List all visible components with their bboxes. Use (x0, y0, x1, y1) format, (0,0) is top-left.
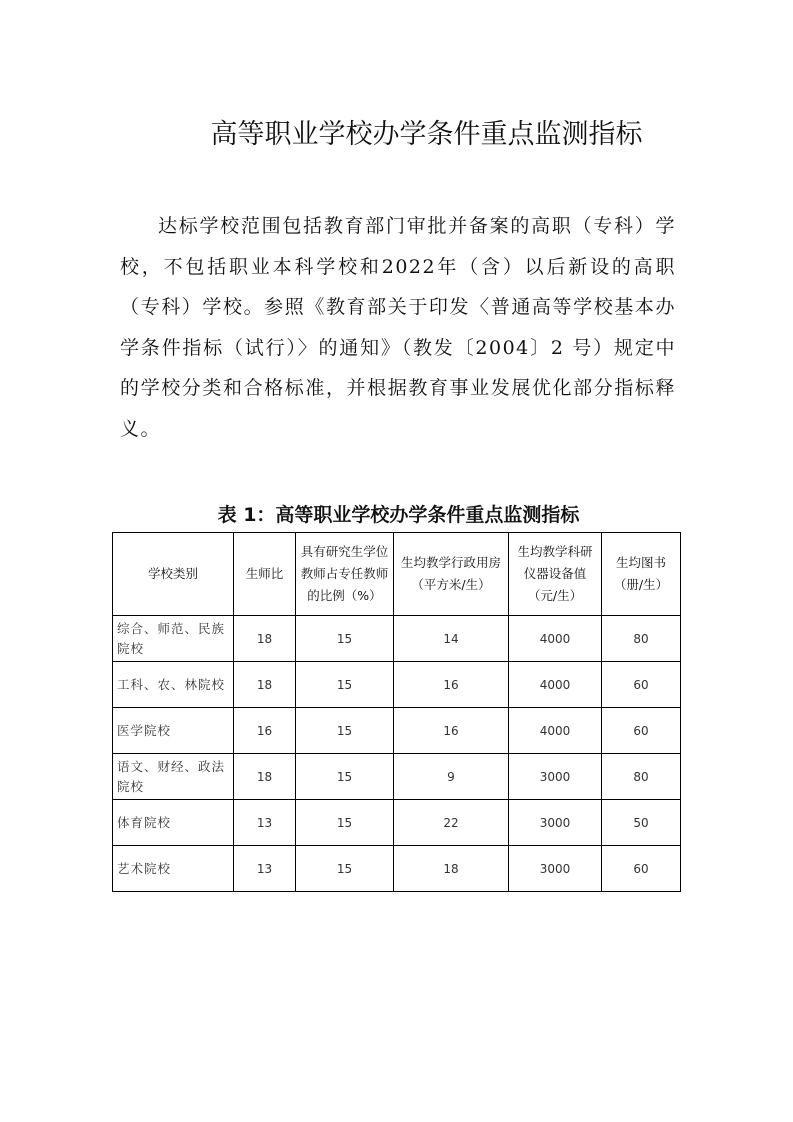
header-admin-space-per-student: 生均教学行政用房（平方米/生） (394, 533, 509, 616)
cell-books-per-student: 60 (602, 708, 681, 754)
cell-books-per-student: 80 (602, 616, 681, 662)
cell-school-category: 语文、财经、政法院校 (113, 754, 234, 800)
intro-paragraph: 达标学校范围包括教育部门审批并备案的高职（专科）学校，不包括职业本科学校和2022年（含）以后新设的高职（专科）学校。参照《教育部关于印发〈普通高等学校基本办学条件指标（试行）〉的通知》（教发〔2004〕2 号）规定中的学校分类和合格标准，并根据教育事业发展优化部分指标释义。 (120, 215, 676, 440)
cell-equipment-value-per-student: 3000 (509, 846, 602, 892)
table-row (113, 754, 681, 800)
cell-student-teacher-ratio: 16 (234, 708, 296, 754)
document-title: 高等职业学校办学条件重点监测指标 (210, 119, 643, 150)
cell-school-category: 医学院校 (113, 708, 234, 754)
cell-books-per-student: 60 (602, 662, 681, 708)
cell-admin-space-per-student: 18 (394, 846, 509, 892)
metrics-table (112, 532, 681, 892)
table-row (113, 800, 681, 846)
table-header-row (113, 533, 681, 616)
cell-admin-space-per-student: 9 (394, 754, 509, 800)
table-caption: 表 1：高等职业学校办学条件重点监测指标 (217, 504, 580, 526)
table-body (113, 616, 681, 892)
cell-school-category: 工科、农、林院校 (113, 662, 234, 708)
cell-postgraduate-teacher-ratio: 15 (296, 708, 394, 754)
cell-admin-space-per-student: 22 (394, 800, 509, 846)
cell-books-per-student: 80 (602, 754, 681, 800)
cell-equipment-value-per-student: 4000 (509, 708, 602, 754)
cell-books-per-student: 50 (602, 800, 681, 846)
table-row (113, 662, 681, 708)
header-student-teacher-ratio: 生师比 (234, 533, 296, 616)
cell-student-teacher-ratio: 13 (234, 800, 296, 846)
cell-equipment-value-per-student: 3000 (509, 754, 602, 800)
cell-books-per-student: 60 (602, 846, 681, 892)
cell-postgraduate-teacher-ratio: 15 (296, 616, 394, 662)
cell-student-teacher-ratio: 13 (234, 846, 296, 892)
cell-postgraduate-teacher-ratio: 15 (296, 754, 394, 800)
cell-postgraduate-teacher-ratio: 15 (296, 800, 394, 846)
cell-student-teacher-ratio: 18 (234, 662, 296, 708)
cell-school-category: 体育院校 (113, 800, 234, 846)
cell-school-category: 艺术院校 (113, 846, 234, 892)
cell-equipment-value-per-student: 4000 (509, 662, 602, 708)
table-row (113, 708, 681, 754)
cell-equipment-value-per-student: 3000 (509, 800, 602, 846)
header-equipment-value-per-student: 生均教学科研仪器设备值（元/生） (509, 533, 602, 616)
cell-postgraduate-teacher-ratio: 15 (296, 846, 394, 892)
table-row (113, 616, 681, 662)
cell-student-teacher-ratio: 18 (234, 754, 296, 800)
cell-school-category: 综合、师范、民族院校 (113, 616, 234, 662)
header-books-per-student: 生均图书（册/生） (602, 533, 681, 616)
cell-postgraduate-teacher-ratio: 15 (296, 662, 394, 708)
cell-admin-space-per-student: 16 (394, 662, 509, 708)
cell-admin-space-per-student: 16 (394, 708, 509, 754)
table-row (113, 846, 681, 892)
cell-student-teacher-ratio: 18 (234, 616, 296, 662)
header-school-category: 学校类别 (113, 533, 234, 616)
header-postgraduate-teacher-ratio: 具有研究生学位教师占专任教师的比例（%） (296, 533, 394, 616)
cell-admin-space-per-student: 14 (394, 616, 509, 662)
cell-equipment-value-per-student: 4000 (509, 616, 602, 662)
